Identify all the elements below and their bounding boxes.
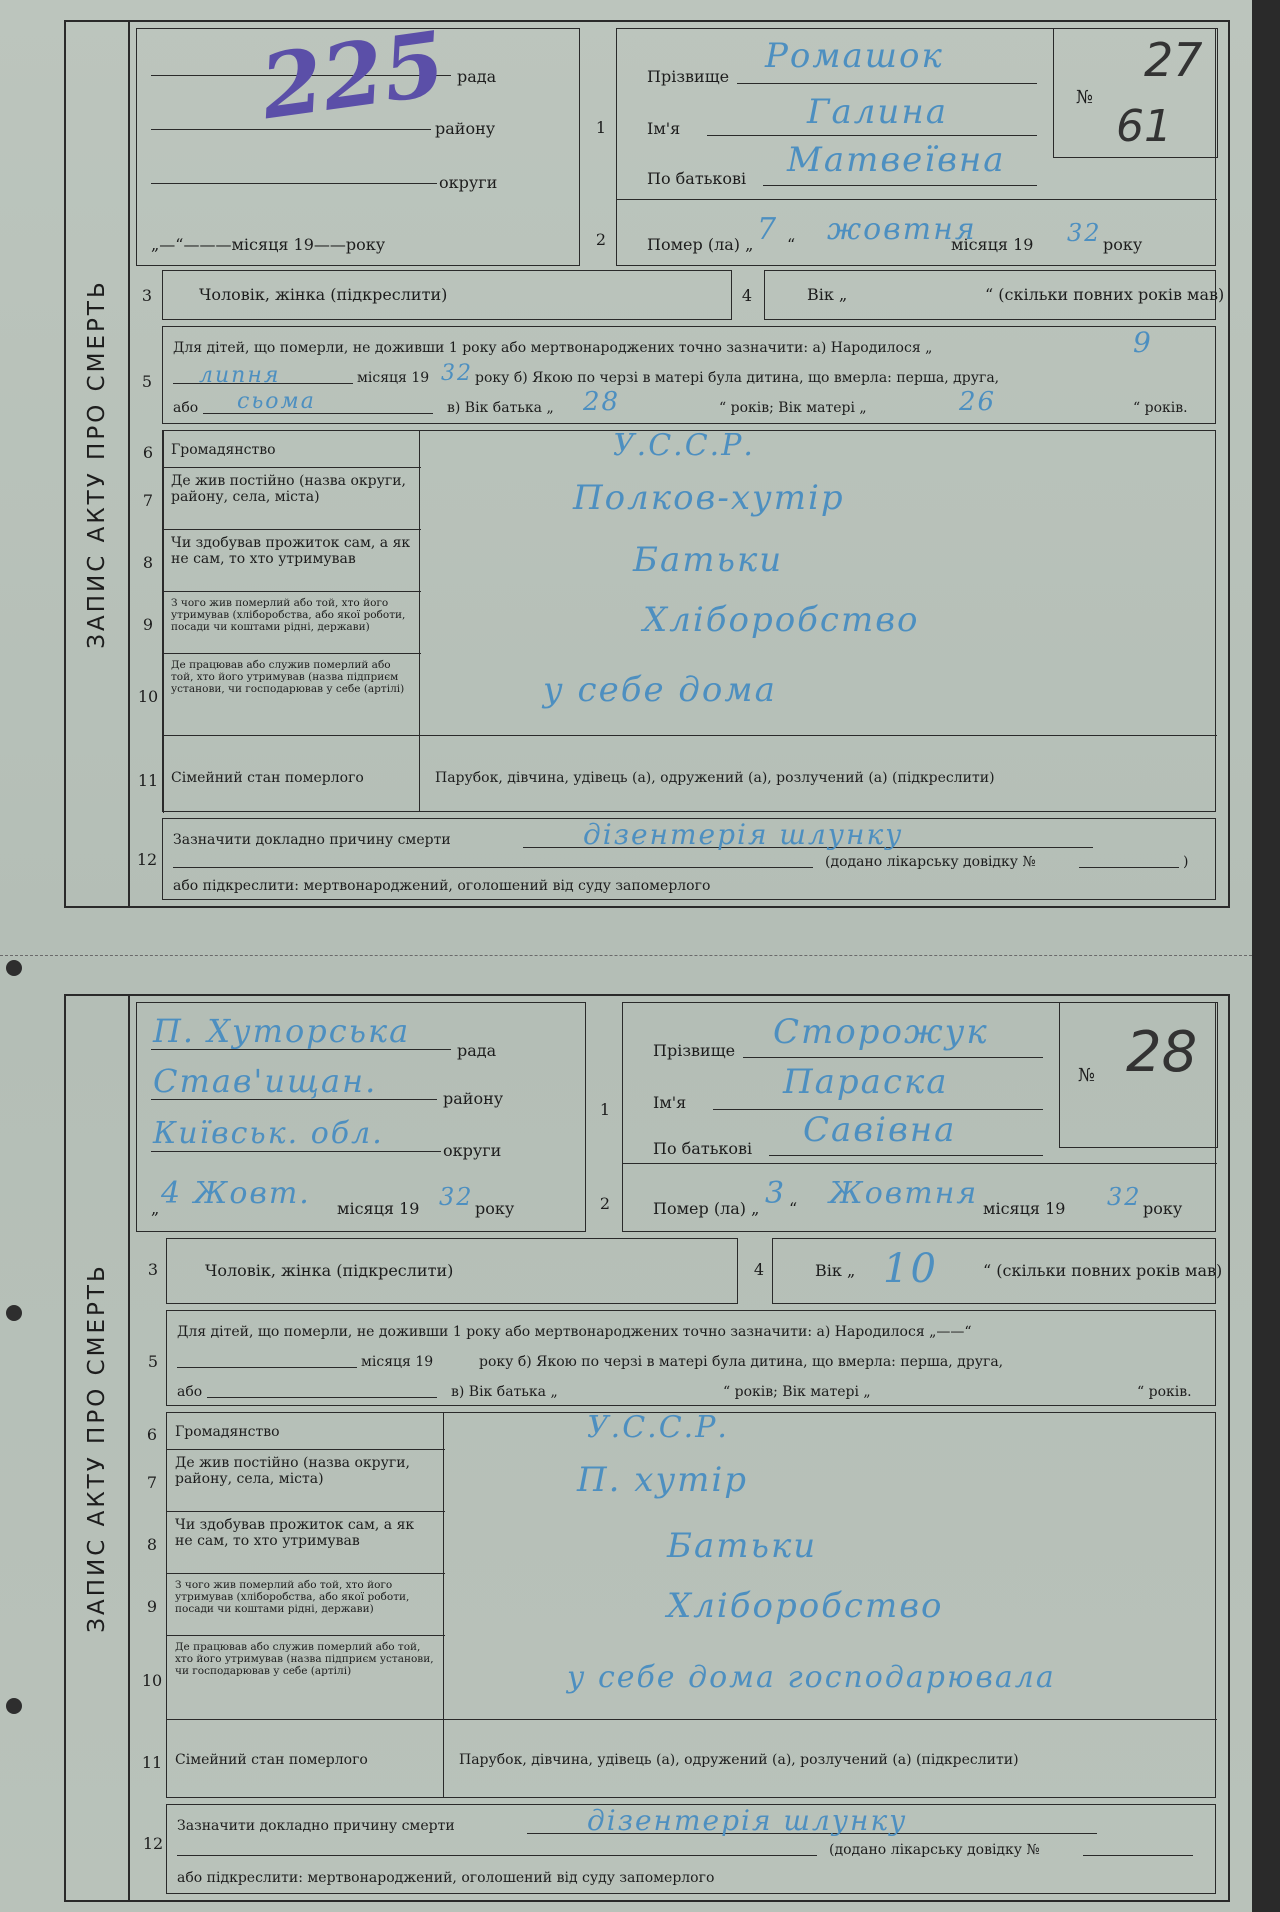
quote-mark: “ — [789, 1199, 798, 1218]
raion-value: Став'ищан. — [153, 1062, 378, 1100]
registry-number-box — [1059, 1002, 1218, 1148]
infant-instructions: Для дітей, що померли, не доживши 1 року або мертвонароджених точно зазначити: а) Народилося „ — [173, 340, 933, 356]
death-date-label: Помер (ла) „ — [647, 235, 754, 254]
form-sidebar — [66, 22, 130, 906]
residence-label: Де жив постійно (назва округи, району, села, міста) — [171, 473, 406, 506]
registry-number-label: № — [1076, 87, 1094, 108]
workplace-value: у себе дома — [543, 670, 777, 710]
cause-value: дізентерія шлунку — [587, 1804, 908, 1837]
mother-age-value: 26 — [959, 387, 997, 417]
deceased-name-box — [622, 1002, 1216, 1232]
age-label: Вік „ — [807, 285, 848, 304]
death-record-form-2 — [64, 994, 1230, 1902]
row-number: 3 — [147, 1260, 159, 1279]
okruhy-label: округи — [439, 173, 498, 192]
okruhy-value: Київськ. обл. — [153, 1116, 384, 1151]
livelihood-label: З чого жив померлий або той, хто його утримував (хліборобства, або якої роботи, посади чи коштами рідні, держави) — [175, 1579, 410, 1616]
age-value: 10 — [883, 1246, 938, 1292]
first-name-value: Галина — [807, 92, 948, 132]
registration-year-label: року — [475, 1199, 515, 1218]
sidebar-title: ЗАПИС АКТУ ПРО СМЕРТЬ — [84, 1263, 110, 1633]
sex-field-box — [162, 270, 732, 320]
stillborn-option: або підкреслити: мертвонароджений, оголошений від суду запомерлого — [177, 1870, 715, 1886]
cause-value: дізентерія шлунку — [583, 818, 904, 851]
death-month-label: місяця 19 — [983, 1199, 1066, 1218]
raion-label: району — [435, 119, 496, 138]
row-number: 9 — [146, 1597, 158, 1616]
citizenship-value: У.С.С.Р. — [613, 428, 755, 463]
rada-label: рада — [457, 1041, 497, 1060]
sex-field-box — [166, 1238, 738, 1304]
residence-label: Де жив постійно (назва округи, району, села, міста) — [175, 1455, 410, 1488]
provider-label: Чи здобував прожиток сам, а як не сам, то хто утримував — [175, 1517, 415, 1550]
livelihood-label: З чого жив померлий або той, хто його утримував (хліборобства, або якої роботи, посади чи коштами рідні, держави) — [171, 597, 406, 634]
age-hint: “ (скільки повних років мав) — [985, 285, 1225, 304]
sex-label: Чоловік, жінка (підкреслити) — [205, 1261, 454, 1280]
provider-label: Чи здобував прожиток сам, а як не сам, то хто утримував — [171, 535, 411, 568]
row-number: 7 — [146, 1473, 158, 1492]
row-number: 2 — [595, 230, 607, 249]
registration-date-value: 4 Жовт. — [161, 1176, 311, 1211]
death-day-value: 3 — [765, 1176, 787, 1211]
row-number: 10 — [137, 687, 159, 706]
row-number: 12 — [136, 850, 158, 869]
death-year-label: року — [1143, 1199, 1183, 1218]
punch-hole — [6, 1305, 22, 1321]
details-table — [137, 428, 1216, 812]
row-number: 1 — [599, 1100, 611, 1119]
registry-number-value: 27 — [1144, 33, 1203, 87]
punch-hole — [6, 1698, 22, 1714]
registration-month-label: місяця 19 — [337, 1199, 420, 1218]
registration-date-line: „—“———місяця 19——року — [151, 235, 386, 254]
marital-status-label: Сімейний стан померлого — [171, 770, 364, 786]
surname-value: Ромашок — [765, 36, 944, 76]
paren-close: ) — [1183, 854, 1189, 870]
medical-certificate-label: (додано лікарську довідку № — [825, 854, 1036, 870]
death-record-form-1 — [64, 10, 1230, 908]
row-number: 11 — [141, 1753, 163, 1772]
workplace-label: Де працював або служив померлий або той, хто його утримував (назва підприєм установи, чи господарював у себе (артілі) — [171, 659, 405, 696]
row-number: 12 — [142, 1834, 164, 1853]
registry-office-box — [136, 10, 580, 266]
death-year-value: 32 — [1107, 1183, 1142, 1211]
workplace-label: Де працював або служив померлий або той, хто його утримував (назва підприєм установи, чи господарював у себе (артілі) — [175, 1641, 434, 1678]
first-name-label: Ім'я — [647, 119, 681, 138]
registry-number-label: № — [1078, 1065, 1096, 1086]
registration-year-value: 32 — [439, 1183, 474, 1211]
age-hint: “ (скільки повних років мав) — [983, 1261, 1223, 1280]
child-order-question: року б) Якою по черзі в матері була дитина, що вмерла: перша, друга, — [479, 1354, 1004, 1370]
row-number: 8 — [142, 553, 154, 572]
born-day-value: 9 — [1133, 326, 1153, 359]
row-number: 6 — [146, 1425, 158, 1444]
citizenship-value: У.С.С.Р. — [587, 1410, 729, 1445]
okruhy-label: округи — [443, 1141, 502, 1160]
age-field-box — [772, 1238, 1223, 1304]
mother-age-label: “ років; Вік матері „ — [719, 400, 867, 416]
infant-details-box — [166, 1310, 1216, 1406]
provider-value: Батьки — [633, 540, 784, 580]
residence-value: П. хутір — [577, 1460, 749, 1500]
registry-number-sub: 61 — [1116, 101, 1172, 152]
row-number: 5 — [147, 1352, 159, 1371]
surname-value: Сторожук — [773, 1012, 989, 1052]
years-label: “ років. — [1133, 400, 1188, 416]
infant-details-box — [162, 326, 1216, 424]
citizenship-label: Громадянство — [171, 442, 276, 458]
row-number: 3 — [141, 286, 153, 305]
livelihood-value: Хліборобство — [667, 1586, 944, 1626]
child-order-value: сьома — [237, 389, 316, 414]
surname-label: Прізвище — [647, 67, 730, 86]
row-number: 6 — [142, 443, 154, 462]
first-name-label: Ім'я — [653, 1093, 687, 1112]
registry-stamp-number: 225 — [254, 10, 452, 140]
row-number: 1 — [595, 118, 607, 137]
father-age-label: в) Вік батька „ — [451, 1384, 558, 1400]
death-month-value: Жовтня — [829, 1176, 979, 1211]
death-year-label: року — [1103, 235, 1143, 254]
age-field-box — [764, 270, 1225, 320]
form-sidebar — [66, 996, 130, 1900]
raion-label: району — [443, 1089, 504, 1108]
row-number: 4 — [753, 1260, 765, 1279]
fold-line — [0, 955, 1252, 956]
marital-status-options: Парубок, дівчина, удівець (а), одружений (а), розлучений (а) (підкреслити) — [435, 770, 995, 786]
row-number: 5 — [141, 372, 153, 391]
sex-label: Чоловік, жінка (підкреслити) — [199, 285, 448, 304]
workplace-value: у себе дома господарювала — [567, 1660, 1056, 1695]
death-month-value: жовтня — [827, 212, 977, 247]
punch-hole — [6, 960, 22, 976]
patronymic-label: По батькові — [647, 169, 747, 188]
patronymic-value: Матвеївна — [787, 140, 1006, 180]
row-number: 11 — [137, 771, 159, 790]
provider-value: Батьки — [667, 1526, 818, 1566]
first-name-value: Параска — [783, 1062, 949, 1102]
cause-of-death-box — [166, 1804, 1216, 1894]
born-month-value: липня — [199, 363, 281, 388]
citizenship-label: Громадянство — [175, 1424, 280, 1440]
cause-of-death-box — [162, 818, 1216, 900]
marital-status-label: Сімейний стан померлого — [175, 1752, 368, 1768]
patronymic-value: Савівна — [803, 1110, 957, 1150]
death-day-value: 7 — [757, 212, 779, 247]
or-label: або — [173, 400, 199, 416]
deceased-name-box — [616, 28, 1216, 266]
quote-mark: „ — [151, 1199, 160, 1218]
row-number: 10 — [141, 1671, 163, 1690]
death-year-value: 32 — [1067, 219, 1102, 247]
cause-label: Зазначити докладно причину смерти — [177, 1818, 455, 1834]
born-year-value: 32 — [441, 361, 473, 386]
father-age-label: в) Вік батька „ — [447, 400, 554, 416]
patronymic-label: По батькові — [653, 1139, 753, 1158]
row-number: 9 — [142, 615, 154, 634]
infant-instructions: Для дітей, що померли, не доживши 1 року або мертвонароджених точно зазначити: а) Народилося „——“ — [177, 1324, 972, 1340]
quote-mark: “ — [787, 235, 796, 254]
rada-label: рада — [457, 67, 497, 86]
registry-office-box — [136, 1002, 586, 1232]
stillborn-option: або підкреслити: мертвонароджений, оголошений від суду запомерлого — [173, 878, 711, 894]
father-age-value: 28 — [583, 387, 621, 417]
born-month-label: місяця 19 — [357, 370, 430, 386]
sidebar-title: ЗАПИС АКТУ ПРО СМЕРТЬ — [84, 279, 110, 649]
death-date-label: Помер (ла) „ — [653, 1199, 760, 1218]
surname-label: Прізвище — [653, 1041, 736, 1060]
row-number: 8 — [146, 1535, 158, 1554]
born-month-label: місяця 19 — [361, 1354, 434, 1370]
residence-value: Полков-хутір — [573, 478, 845, 518]
registry-number-value: 28 — [1126, 1020, 1198, 1085]
row-number: 2 — [599, 1194, 611, 1213]
background-edge — [1252, 0, 1280, 1912]
row-number: 7 — [142, 491, 154, 510]
row-number: 4 — [741, 286, 753, 305]
age-label: Вік „ — [815, 1261, 856, 1280]
details-table — [141, 1410, 1216, 1798]
medical-certificate-label: (додано лікарську довідку № — [829, 1842, 1040, 1858]
marital-status-options: Парубок, дівчина, удівець (а), одружений (а), розлучений (а) (підкреслити) — [459, 1752, 1019, 1768]
livelihood-value: Хліборобство — [643, 600, 920, 640]
or-label: або — [177, 1384, 203, 1400]
death-month-label: місяця 19 — [951, 235, 1034, 254]
registry-number-box — [1053, 28, 1218, 158]
child-order-question: року б) Якою по черзі в матері була дитина, що вмерла: перша, друга, — [475, 370, 1000, 386]
cause-label: Зазначити докладно причину смерти — [173, 832, 451, 848]
years-label: “ років. — [1137, 1384, 1192, 1400]
mother-age-label: “ років; Вік матері „ — [723, 1384, 871, 1400]
rada-value: П. Хуторська — [153, 1012, 411, 1050]
